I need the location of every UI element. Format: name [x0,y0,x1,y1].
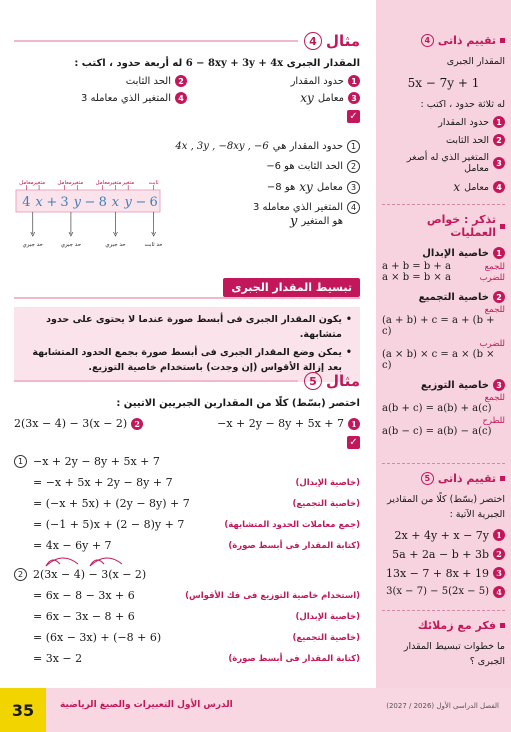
self-assess-5-heading: تقييم ذاتى 5 [382,472,505,485]
example-5-header [14,372,360,390]
side-divider [382,610,505,611]
solution-step: = −x + 5x + 2y − 8y + 7 (خاصية الإبدال) [33,476,360,489]
expression-char: y [73,195,81,210]
bullet-square-icon [500,476,505,481]
self-assess-5-item: 1 2x + 4y + x − 7y [382,529,505,542]
example-5-prompt: اختصر (بسّط) كلًا من المقدارين الجبريين الاتيين : [116,398,360,409]
example-4-questions [14,75,360,105]
example-4-prompt: المقدار الجبرى 6 − 8xy + 3y + 4x له أربعة حدود ، اكتب : [74,58,360,69]
think-heading: فكر مع زملائك [382,619,505,632]
remember-heading: تذكر : خواص العمليات [382,213,505,239]
side-divider [382,204,505,205]
answer-item: 1 حدود المقدار هي 4x , 3y , −8xy , −6 [150,140,360,153]
term-role-label: متغير [122,180,135,186]
example-5-title: مثال 5 [304,372,360,390]
solution-step: = (−1 + 5)x + (2 − 8)y + 7 (جمع معاملات الحدود المتشابهة) [33,518,360,531]
answer-item: 3 معامل xy هو 8− [150,180,360,194]
example-5 [14,372,360,669]
question-item: 2 الحد الثابت [14,75,187,87]
solution-marker [14,110,360,123]
term-type-label: حد جبري [22,242,43,248]
answer-item-continued: هو المتغير y [290,214,343,229]
expression-char: x [35,195,43,210]
solution-step: = 4x − 6y + 7 (كتابة المقدار فى أبسط صورة) [33,539,360,552]
expression-char: − [135,195,147,210]
question-1: −x + 2y − 8y + 5x + 7 1 [217,417,360,430]
simplify-header [14,278,360,299]
example-5-questions [14,417,360,430]
self-assess-4-intro2: له ثلاثة حدود ، اكتب : [420,98,505,110]
simplify-notes: • يكون المقدار الجبرى فى أبسط صورة عندما لا يحتوى على حدود متشابهة. • يمكن وضع المقدار الجبرى فى أبسط صورة بجمع الحدود المتشابهة بعد إزالة الأقواس (إن وجدت) باستخدام خاصية التوزيع. [14,307,360,382]
expression-char: 6 [149,195,158,210]
self-assess-4-item: 2 الحد الثابت [382,134,505,146]
term-type-label: حد ثابت [144,242,162,248]
bullet-square-icon [500,224,505,229]
self-assess-4-item: 3 المتغير الذي له أصغر معامل [382,152,505,174]
term-role-label: معامل [57,180,72,186]
page-footer [0,688,511,732]
expression-char: y [124,195,132,210]
answer-item: 2 الحد الثابت هو 6− [150,160,360,173]
page-number: 35 [0,688,46,732]
solution-part-2 [14,564,360,669]
self-assess-5-item: 3 13x − 7 + 8x + 19 [382,567,505,580]
solution-part-1 [14,451,360,556]
expression-char: + [46,195,58,210]
title-rule [14,380,298,382]
simplify-section [14,278,360,382]
solution-step: = 3x − 2 (كتابة المقدار فى أبسط صورة) [33,652,360,665]
term-role-label: معامل [19,180,34,186]
lesson-title: الدرس الأول التعبيرات والصيغ الرياضية [60,700,233,710]
expression-char: 3 [60,195,69,210]
self-assess-4-intro: المقدار الجبرى [446,56,505,67]
solution-step: 1 −x + 2y − 8y + 5x + 7 [14,451,360,472]
solution-step: = (−x + 5x) + (2y − 8y) + 7 (خاصية التجميع) [33,497,360,510]
solution-marker [14,436,360,449]
question-2: 2(3x − 4) − 3(x − 2) 2 [14,417,143,430]
example-4-header [14,32,360,50]
self-assess-4-expression: 5x − 7y + 1 [407,75,480,90]
solution-step: = 6x − 8 − 3x + 6 (استخدام خاصية التوزيع فى فك الأقواس) [33,589,360,602]
side-divider [382,463,505,464]
think-text: ما خطوات تبسيط المقدار الجبرى ؟ [403,640,505,667]
bullet-square-icon [500,38,505,43]
term-type-labels [23,212,162,248]
answer-item: 4 المتغير الذي معامله 3 [150,201,360,214]
property-distributive: 3 خاصية التوزيع للجمع a(b + c) = a(b) + a(c) للطرح a(b − c) = a(b) − a(c) [382,379,505,438]
term-type-label: حد جبري [60,242,82,248]
term-diagram-svg [14,176,162,252]
term-label: الفصل الدراسى الأول (2026 / 2027) [386,702,499,710]
simplify-banner: تبسيط المقدار الجبرى [223,278,360,297]
term-type-label: حد جبري [105,242,126,248]
note-1: يكون المقدار الجبرى فى أبسط صورة عندما لا يحتوى على حدود متشابهة. [46,314,342,340]
solution-step: = (6x − 3x) + (−8 + 6) (خاصية التجميع) [33,631,360,644]
expression-char: x [111,195,120,210]
question-item: 1 حدود المقدار [187,75,360,87]
question-item: 4 المتغير الذي معامله 3 [14,91,187,105]
self-assess-4-item: 1 حدود المقدار [382,116,505,128]
property-associative: 2 خاصية التجميع للجمع (a + b) + c = a + (b + c) للضرب (a × b) × c = a × (b × c) [382,291,505,372]
term-role-label: متغير [109,180,122,186]
self-assess-5-item: 4 3(x − 7) − 5(2x − 5) [382,586,505,598]
term-role-label: متغير [71,180,84,186]
bullet-square-icon [500,623,505,628]
title-rule [14,40,298,42]
expression-char: 4 [22,195,31,210]
self-assess-4-item: 4 معامل x [382,180,505,194]
term-diagram [14,176,162,252]
distribution-arrows-icon [42,555,142,567]
note-2: يمكن وضع المقدار الجبرى فى أبسط صورة بجمع الحدود المتشابهة بعد إزالة الأقواس (إن وجدت) باستخدام خاصية التوزيع. [32,347,342,374]
question-item: 3 معامل xy [187,91,360,105]
term-role-label: معامل [95,180,110,186]
expression-characters [22,195,158,210]
expression-char: 8 [98,195,107,210]
solution-step: = 6x − 3x − 8 + 6 (خاصية الإبدال) [33,610,360,623]
expression-char: − [84,195,96,210]
example-4-answers [150,140,360,229]
self-assess-5-item: 2 5a + 2a − b + 3b [382,548,505,561]
self-assess-5-intro: اختصر (بسّط) كلًا من المقادير الجبرية الآتية : [387,494,505,521]
check-icon: ✓ [347,436,360,449]
solution-step: 2 2(3x − 4) − 3(x − 2) [14,564,360,585]
term-role-label: ثابت [148,180,159,186]
property-commutative: 1 خاصية الإبدال للجمع a + b = b + a للضرب a × b = b × a [382,247,505,284]
check-icon: ✓ [347,110,360,123]
side-column [376,0,511,688]
term-role-label: متغير [33,180,46,186]
term-role-labels [19,180,159,190]
self-assess-4-heading: تقييم ذاتى 4 [382,34,505,47]
example-4-title: مثال 4 [304,32,360,50]
